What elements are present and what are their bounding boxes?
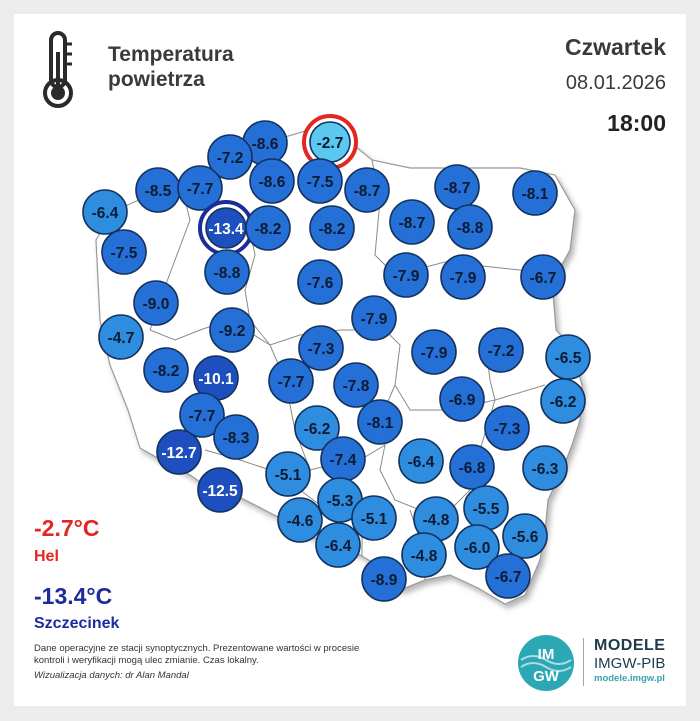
date: 08.01.2026 — [565, 72, 666, 94]
station-marker — [299, 326, 343, 370]
brand-institute: IMGW-PIB — [594, 655, 666, 672]
station-temperature: -8.9 — [370, 572, 398, 589]
station-marker — [523, 446, 567, 490]
station-marker — [278, 498, 322, 542]
station-temperature: -6.8 — [458, 460, 486, 477]
station-temperature: -6.3 — [531, 461, 559, 478]
station-marker — [384, 253, 428, 297]
station-temperature: -12.5 — [202, 483, 238, 500]
weekday: Czwartek — [565, 34, 666, 60]
station-marker — [269, 359, 313, 403]
station-temperature: -7.9 — [420, 345, 448, 362]
station-marker — [266, 452, 310, 496]
max-temperature-station: Hel — [34, 548, 59, 565]
station-temperature: -8.2 — [152, 363, 180, 380]
station-marker — [134, 281, 178, 325]
station-marker — [513, 171, 557, 215]
station-marker — [316, 523, 360, 567]
logo-mark-bottom: GW — [533, 668, 559, 685]
station-temperature: -7.8 — [342, 378, 370, 395]
station-temperature: -7.6 — [306, 275, 334, 292]
station-temperature: -8.7 — [443, 180, 471, 197]
station-temperature: -7.2 — [487, 343, 515, 360]
station-marker — [334, 363, 378, 407]
station-temperature: -6.4 — [91, 205, 119, 222]
station-temperature: -7.3 — [493, 421, 521, 438]
station-temperature: -6.9 — [448, 392, 476, 409]
station-marker — [250, 159, 294, 203]
min-temperature-value: -13.4°C — [34, 583, 113, 609]
station-marker — [464, 486, 508, 530]
station-temperature: -7.2 — [216, 150, 244, 167]
station-temperature: -8.6 — [251, 136, 279, 153]
station-marker — [486, 554, 530, 598]
station-temperature: -7.9 — [449, 270, 477, 287]
station-temperature: -6.0 — [463, 540, 491, 557]
station-temperature: -8.1 — [521, 186, 549, 203]
station-temperature: -7.4 — [329, 452, 357, 469]
station-marker — [435, 165, 479, 209]
min-temperature-station: Szczecinek — [34, 615, 120, 632]
station-temperature: -9.2 — [218, 323, 246, 340]
station-temperature: -7.5 — [306, 174, 334, 191]
station-temperature: -8.7 — [398, 215, 426, 232]
station-temperature: -6.4 — [407, 454, 435, 471]
station-marker — [298, 159, 342, 203]
station-temperature: -12.7 — [161, 445, 197, 462]
station-temperature: -4.8 — [422, 512, 450, 529]
station-temperature: -6.5 — [554, 350, 582, 367]
station-marker — [352, 496, 396, 540]
time: 18:00 — [607, 110, 666, 136]
station-marker — [546, 335, 590, 379]
station-marker — [246, 206, 290, 250]
station-marker — [205, 250, 249, 294]
station-marker — [399, 439, 443, 483]
station-marker — [136, 168, 180, 212]
station-temperature: -6.4 — [324, 538, 352, 555]
station-temperature: -8.8 — [456, 220, 484, 237]
station-temperature: -5.6 — [511, 529, 539, 546]
station-marker — [448, 205, 492, 249]
station-marker — [352, 296, 396, 340]
station-marker — [102, 230, 146, 274]
title-line-1: Temperatura — [108, 43, 234, 66]
station-temperature: -2.7 — [316, 135, 344, 152]
station-marker — [412, 330, 456, 374]
station-marker — [541, 379, 585, 423]
station-temperature: -4.7 — [107, 330, 135, 347]
station-marker — [362, 557, 406, 601]
station-temperature: -8.6 — [258, 174, 286, 191]
station-marker — [99, 315, 143, 359]
station-marker — [200, 202, 252, 254]
max-temperature-value: -2.7°C — [34, 515, 100, 541]
station-marker — [440, 377, 484, 421]
station-temperature: -5.1 — [274, 467, 302, 484]
brand-name: MODELE — [594, 637, 666, 654]
station-marker — [83, 190, 127, 234]
station-temperature: -7.7 — [186, 181, 214, 198]
station-temperature: -5.3 — [326, 493, 354, 510]
station-marker — [210, 308, 254, 352]
station-marker — [450, 445, 494, 489]
station-marker — [144, 348, 188, 392]
station-temperature: -4.8 — [410, 548, 438, 565]
station-temperature: -8.2 — [318, 221, 346, 238]
station-marker — [321, 437, 365, 481]
station-temperature: -10.1 — [198, 371, 234, 388]
logo-separator — [583, 638, 584, 686]
station-marker — [485, 406, 529, 450]
station-marker — [441, 255, 485, 299]
imgw-logo-icon — [517, 634, 575, 692]
station-temperature: -8.7 — [353, 183, 381, 200]
station-temperature: -7.9 — [360, 311, 388, 328]
station-temperature: -7.5 — [110, 245, 138, 262]
station-temperature: -8.1 — [366, 415, 394, 432]
station-marker — [402, 533, 446, 577]
station-temperature: -6.2 — [549, 394, 577, 411]
station-temperature: -6.7 — [529, 270, 557, 287]
station-marker — [157, 430, 201, 474]
station-temperature: -5.1 — [360, 511, 388, 528]
station-temperature: -9.0 — [142, 296, 170, 313]
logo-mark-top: IM — [537, 646, 555, 663]
station-temperature: -8.8 — [213, 265, 241, 282]
station-marker — [214, 415, 258, 459]
station-marker — [521, 255, 565, 299]
station-temperature: -7.7 — [188, 408, 216, 425]
brand-url[interactable]: modele.imgw.pl — [594, 673, 665, 684]
station-temperature: -6.7 — [494, 569, 522, 586]
station-marker — [390, 200, 434, 244]
data-disclaimer: Dane operacyjne ze stacji synoptycznych. Prezentowane wartości w procesie kontroli i weryfikacji mogą ulec zmianie. Czas lokalny. — [34, 643, 360, 666]
station-marker — [503, 514, 547, 558]
station-temperature: -13.4 — [208, 221, 244, 238]
title-line-2: powietrza — [108, 68, 205, 91]
station-temperature: -7.7 — [277, 374, 305, 391]
station-temperature: -5.5 — [472, 501, 500, 518]
station-temperature: -6.2 — [303, 421, 331, 438]
station-marker — [358, 400, 402, 444]
visualization-credit: Wizualizacja danych: dr Alan Mandal — [34, 670, 189, 681]
station-marker — [345, 168, 389, 212]
station-marker — [479, 328, 523, 372]
station-marker — [298, 260, 342, 304]
station-marker — [198, 468, 242, 512]
station-temperature: -4.6 — [286, 513, 314, 530]
station-temperature: -8.2 — [254, 221, 282, 238]
station-temperature: -7.3 — [307, 341, 335, 358]
station-temperature: -8.3 — [222, 430, 250, 447]
station-marker — [310, 206, 354, 250]
station-markers — [83, 116, 590, 601]
station-temperature: -8.5 — [144, 183, 172, 200]
station-temperature: -7.9 — [392, 268, 420, 285]
